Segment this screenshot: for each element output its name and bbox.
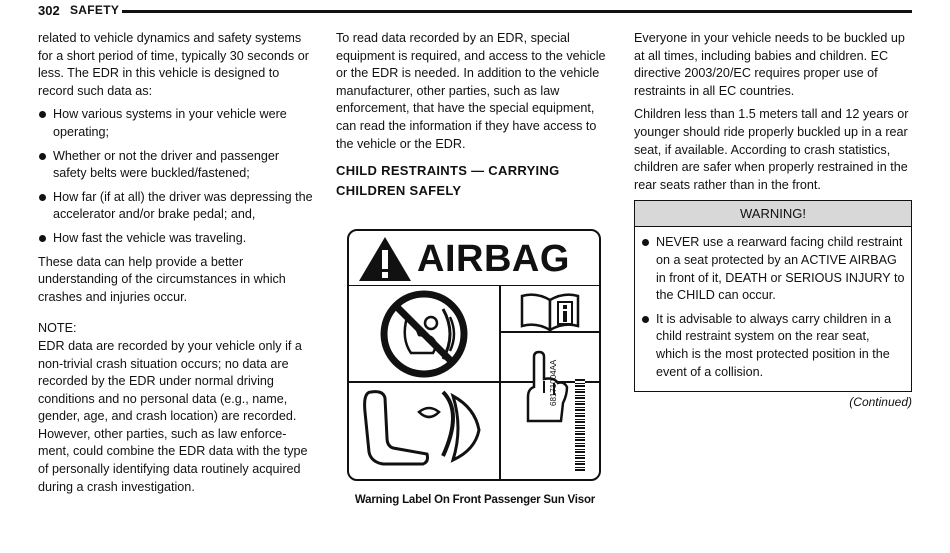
intro-paragraph: related to vehicle dynamics and safety systems for a short period of time, typically 30 seconds or less. The EDR in this vehicle is designed to record such data as: (38, 31, 309, 98)
continued-label: (Continued) (849, 395, 912, 410)
warning-triangle-icon (355, 231, 415, 286)
page-header (38, 0, 912, 22)
children-paragraph: Children less than 1.5 meters tall and 12 years or younger should ride properly buckled up in a rear seat, if available. According to crash statistics, children are safer when properly restrained in the rear seats rather than in the front. (634, 107, 909, 192)
list-item: It is advisable to always carry children in a child restraint system on the rear seat, which is the most protected position in the event of a collision. (641, 311, 905, 381)
header-rule (122, 10, 912, 13)
airbag-warning-label (347, 229, 601, 481)
column-middle (336, 30, 614, 201)
list-item: Whether or not the driver and passenger safety belts were buckled/fastened; (38, 148, 314, 183)
note-text: EDR data are recorded by your vehicle only if a non-trivial crash situation occurs; no data are recorded by the EDR under normal driving conditions and no personal data (e.g., name, gender, age, and crash location) are recorded. However, other parties, such as law enforce-ment, could combine the EDR data with the type of personally identifying data routinely acquired during a crash investigation. (38, 338, 308, 494)
section-title: CHILD RESTRAINTS — CARRYING CHILDREN SAFELY (336, 163, 560, 199)
edr-data-list (38, 106, 314, 247)
understanding-paragraph: These data can help provide a better understanding of the circumstances in which crashes and injuries occur. (38, 254, 286, 304)
page-number: 302 (38, 3, 60, 18)
column-left (38, 30, 314, 502)
buckle-up-paragraph: Everyone in your vehicle needs to be buckled up at all times, including babies and children. EC directive 2003/20/EC requires proper use of restraints in all EC countries. (634, 31, 905, 98)
note-label: NOTE: (38, 321, 77, 336)
section-name: SAFETY (70, 3, 120, 17)
figure-caption: Warning Label On Front Passenger Sun Visor (354, 494, 596, 506)
airbag-label-text: AIRBAG (417, 238, 570, 280)
no-rear-facing-seat-icon (349, 287, 499, 382)
warning-box (634, 200, 912, 392)
column-right (634, 30, 912, 412)
barcode (575, 379, 585, 471)
list-item: How far (if at all) the driver was depressing the accelerator and/or brake pedal; and, (38, 189, 314, 224)
list-item: How various systems in your vehicle were operating; (38, 106, 314, 141)
list-item: How fast the vehicle was traveling. (38, 230, 314, 248)
edr-read-paragraph: To read data recorded by an EDR, special equipment is required, and access to the vehicle or the EDR is needed. In addition to the vehicle manufacturer, other parties, such as law enforcement, that have the special equipment, can read the information if they have access to the vehicle or the EDR. (336, 31, 606, 151)
manual-info-icon (500, 287, 601, 332)
warning-list (641, 234, 905, 381)
label-code: 68171004AA (549, 359, 558, 406)
list-item: NEVER use a rearward facing child restraint on a seat protected by an ACTIVE AIRBAG in front of it, DEATH or SERIOUS INJURY to the CHILD can occur. (641, 234, 905, 304)
label-header (349, 231, 599, 286)
warning-title: WARNING! (635, 201, 911, 227)
seat-airbag-icon (349, 382, 499, 481)
